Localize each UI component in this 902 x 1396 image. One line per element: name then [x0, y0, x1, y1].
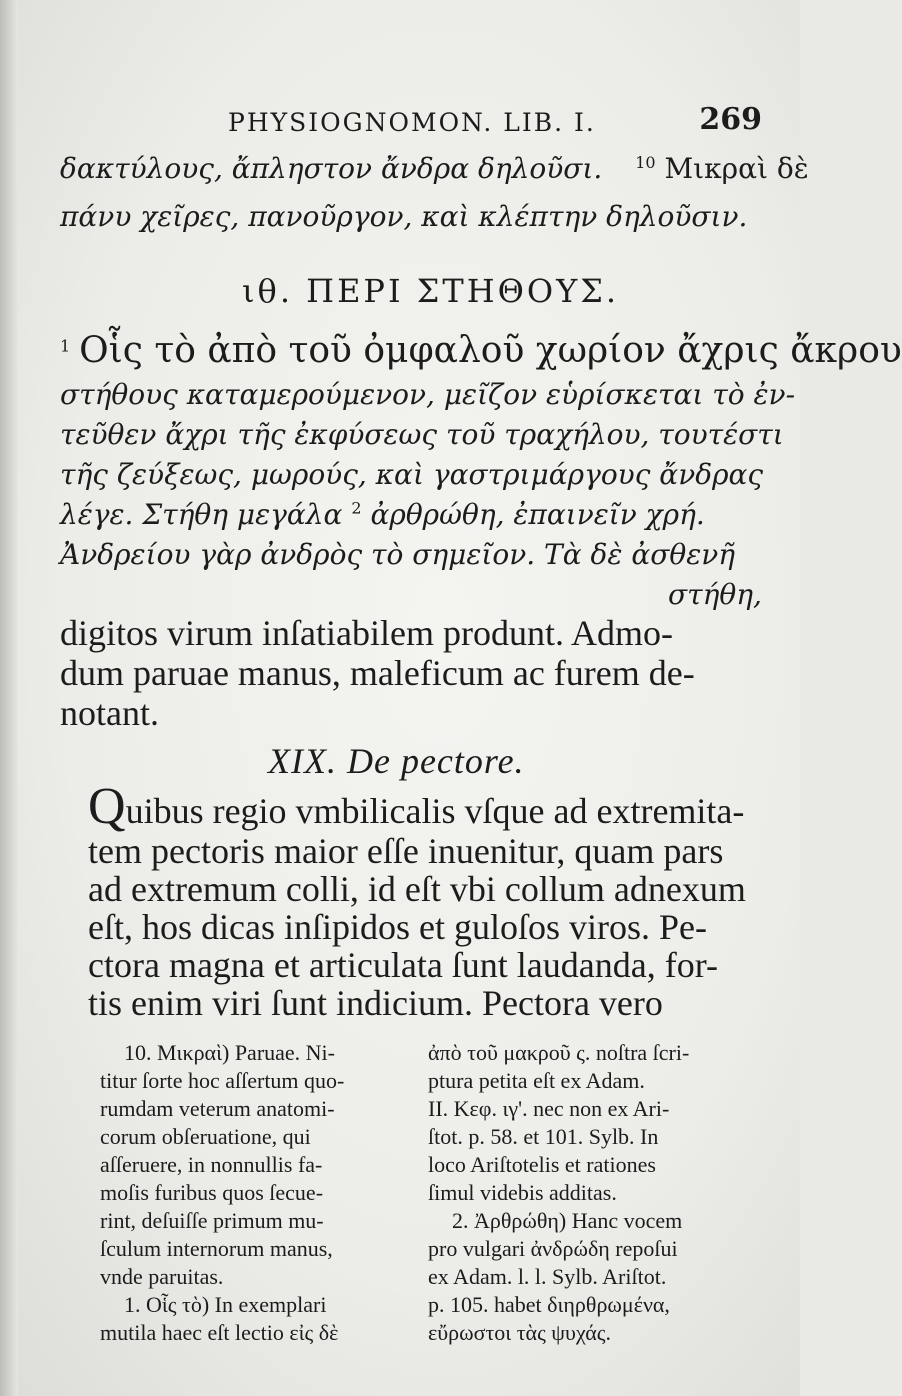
- footnote-left-line: aſſeruere, in nonnullis fa-: [100, 1152, 323, 1177]
- footnote-left-line: vnde paruitas.: [100, 1264, 224, 1289]
- running-head: [60, 104, 780, 144]
- page-gutter: [0, 0, 18, 1396]
- latin-para-line-6: tis enim viri ſunt indicium. Pectora vero: [88, 983, 663, 1023]
- footnote-left-line: moſis furibus quos ſecue-: [100, 1180, 324, 1205]
- running-head-title: PHYSIOGNOMON. LIB. I.: [228, 108, 596, 137]
- greek-line-1-tail: Μικραὶ δὲ: [664, 152, 809, 185]
- footnote-marker-10: 10: [635, 152, 656, 172]
- footnote-right-line: ſimul videbis additas.: [428, 1180, 617, 1205]
- footnote-right-line: ex Adam. l. l. Sylb. Ariſtot.: [428, 1264, 667, 1289]
- greek-para-line-5: λέγε. Στήθη μεγάλα $^2$ ἀρθρώθη, ἐπαινεῖν χρή.: [60, 498, 705, 531]
- latin-para-line-1: Quibus regio vmbilicalis vſque ad extremita-: [88, 778, 745, 835]
- latin-para-line-3: ad extremum colli, id eſt vbi collum adnexum: [88, 869, 746, 909]
- footnote-marker-2: 2: [351, 498, 362, 518]
- greek-section-heading: ιθ. ΠΕΡΙ ΣΤΗΘΟΥΣ.: [242, 272, 620, 310]
- latin-line-1: digitos virum inſatiabilem produnt. Admo-: [60, 613, 673, 653]
- latin-para-line-2: tem pectoris maior eſſe inuenitur, quam pars: [88, 831, 724, 871]
- footnote-left-line: titur ſorte hoc aſſertum quo-: [100, 1068, 345, 1093]
- footnote-left-line: ſculum internorum manus,: [100, 1236, 333, 1261]
- greek-line-1: δακτύλους, ἄπληστον ἄνδρα δηλοῦσι. $^{10}$ Μικραὶ δὲ: [60, 152, 809, 185]
- footnote-marker-1: 1: [60, 336, 71, 356]
- latin-para-line-5: ctora magna et articulata ſunt laudanda, for-: [88, 945, 718, 985]
- greek-line-2: πάνυ χεῖρες, πανοῦργον, καὶ κλέπτην δηλοῦσιν.: [60, 200, 748, 233]
- footnote-left-line: 1. Οἷς τὸ) In exemplari: [124, 1292, 327, 1317]
- footnote-right-line: p. 105. habet διηρθρωμένα,: [428, 1292, 670, 1317]
- greek-para-line-2: στήθους καταμερούμενον, μεῖζον εὑρίσκεται τὸ ἐν-: [60, 378, 796, 411]
- greek-para-line-3: τεῦθεν ἄχρι τῆς ἐκφύσεως τοῦ τραχήλου, τουτέστι: [60, 418, 784, 451]
- latin-line-3: notant.: [60, 693, 159, 733]
- page-number: 269: [699, 102, 762, 137]
- footnote-left-line: rumdam veterum anatomi-: [100, 1096, 335, 1121]
- greek-para-line-4: τῆς ζεύξεως, μωρούς, καὶ γαστριμάργους ἄνδρας: [60, 458, 764, 491]
- footnote-left-line: mutila haec eſt lectio εἰς δὲ: [100, 1320, 339, 1345]
- footnote-left-line: 10. Μικραὶ) Paruae. Ni-: [124, 1040, 335, 1065]
- footnote-right-line: ſtot. p. 58. et 101. Sylb. In: [428, 1124, 659, 1149]
- footnote-right-line: pro vulgari ἀνδρώδη repoſui: [428, 1236, 678, 1261]
- footnote-left-line: corum obſeruatione, qui: [100, 1124, 311, 1149]
- footnote-right-line: loco Ariſtotelis et rationes: [428, 1152, 656, 1177]
- greek-catchword: στήθη,: [668, 578, 762, 611]
- footnote-left-line: rint, deſuiſſe primum mu-: [100, 1208, 324, 1233]
- footnote-right-line: ἀπὸ τοῦ μακροῦ ς. noſtra ſcri-: [428, 1040, 690, 1065]
- greek-para-line-6: Ἀνδρείου γὰρ ἀνδρὸς τὸ σημεῖον. Τὰ δὲ ἀσθενῆ: [60, 538, 736, 571]
- latin-section-heading: XIX. De pectore.: [268, 741, 525, 781]
- latin-para-line-4: eſt, hos dicas inſipidos et guloſos viros. Pe-: [88, 907, 707, 947]
- footnote-right-line: ptura petita eſt ex Adam.: [428, 1068, 645, 1093]
- greek-para-line-1: $^1$ Οἷς τὸ ἀπὸ τοῦ ὀμφαλοῦ χωρίον ἄχρις ἄκρου: [60, 330, 902, 371]
- footnote-right-line: 2. Ἀρθρώθη) Hanc vocem: [452, 1208, 683, 1233]
- drop-cap: Q: [88, 778, 126, 835]
- latin-line-2: dum paruae manus, maleficum ac furem de-: [60, 653, 695, 693]
- footnote-right-line: II. Κεφ. ιγ'. nec non ex Ari-: [428, 1096, 670, 1121]
- footnote-right-line: εὔρωστοι τὰς ψυχάς.: [428, 1320, 611, 1345]
